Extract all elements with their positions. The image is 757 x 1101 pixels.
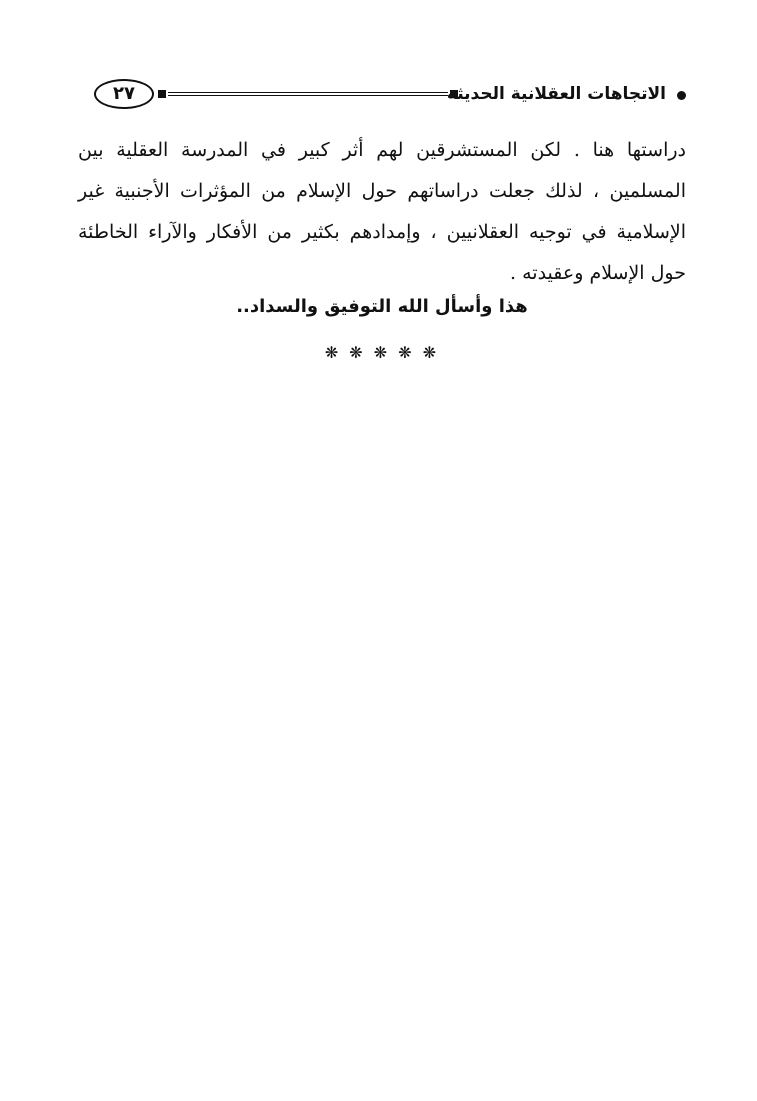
rule-line — [168, 95, 448, 96]
running-title: الاتجاهات العقلانية الحديثة — [446, 84, 666, 104]
section-separator: ❋ ❋ ❋ ❋ ❋ — [324, 343, 440, 362]
rule-end-square-icon — [158, 90, 166, 98]
rule-line — [168, 92, 448, 93]
page-number: ٢٧ — [94, 79, 154, 109]
header-rule — [158, 90, 458, 98]
body-paragraph: دراستها هنا . لكن المستشرقين لهم أثر كبير في المدرسة العقلية بين المسلمين ، لذلك جعلت دراساتهم حول الإسلام من المؤثرات الأجنبية غير الإسلامية في توجيه العقلانيين ، وإمدادهم بكثير من الأفكار والآراء الخاطئة حول الإسلام وعقيدته . — [78, 139, 686, 284]
bullet-icon — [677, 91, 686, 100]
running-header — [94, 76, 688, 116]
closing-line: هذا وأسأل الله التوفيق والسداد.. — [236, 296, 528, 317]
